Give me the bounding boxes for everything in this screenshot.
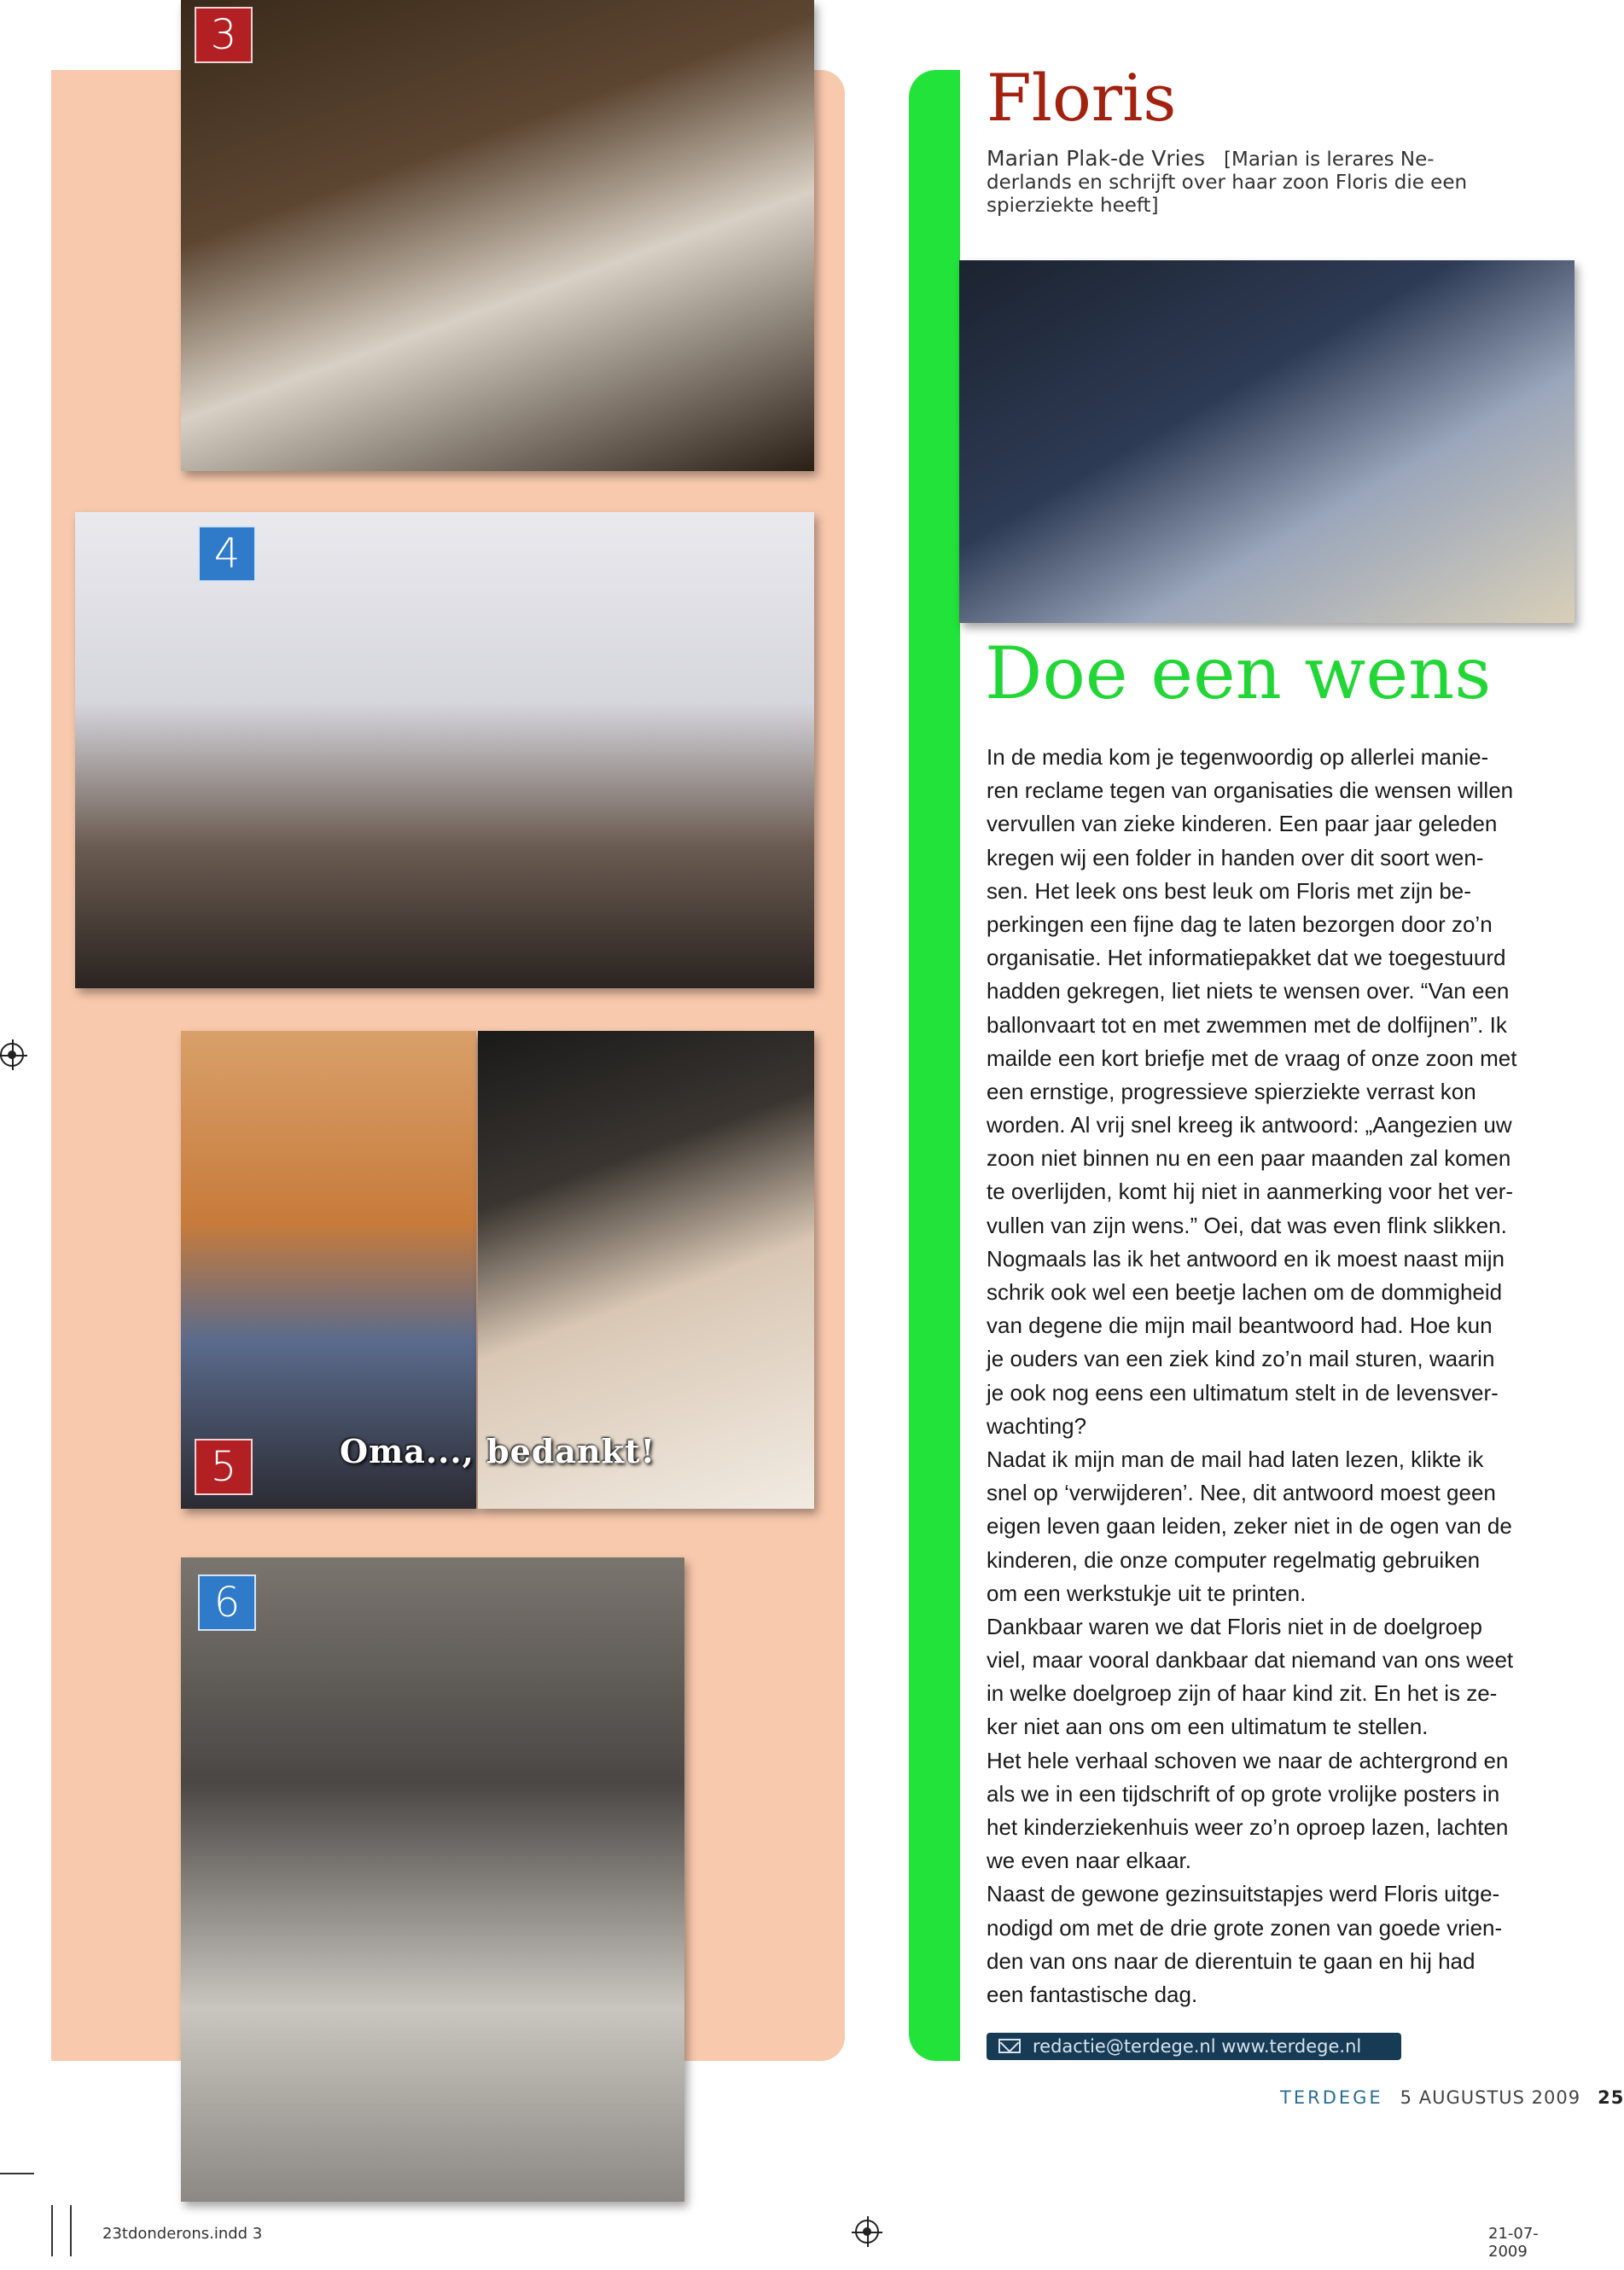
body-line: vullen van zijn wens.” Oei, dat was even flink slikken. <box>987 1212 1507 1238</box>
body-line: zoon niet binnen nu en een paar maanden zal komen <box>987 1145 1511 1172</box>
body-line: vervullen van zieke kinderen. Een paar jaar geleden <box>987 811 1498 837</box>
author-name: Marian Plak-de Vries <box>987 146 1205 171</box>
photo-wedding <box>181 1557 684 2202</box>
body-line: In de media kom je tegenwoordig op allerlei manie- <box>987 744 1489 770</box>
envelope-icon <box>998 2039 1021 2053</box>
photo-number-4: 4 <box>198 526 256 582</box>
body-line: Naast de gewone gezinsuitstapjes werd Floris uitge- <box>987 1881 1500 1907</box>
body-line: hadden gekregen, liet niets te wensen over. “Van een <box>987 978 1510 1004</box>
body-line: organisatie. Het informatiepakket dat we toegestuurd <box>987 945 1506 971</box>
body-line: we even naar elkaar. <box>987 1848 1191 1874</box>
crop-mark <box>0 2173 34 2174</box>
body-line: je ouders van een ziek kind zo’n mail sturen, waarin <box>987 1346 1495 1372</box>
contact-box[interactable] <box>987 2033 1401 2060</box>
body-line: Dankbaar waren we dat Floris niet in de doelgroep <box>987 1613 1483 1639</box>
body-line: kinderen, die onze computer regelmatig gebruiken <box>987 1546 1481 1573</box>
body-line: den van ons naar de dierentuin te gaan en hij had <box>987 1947 1476 1974</box>
registration-mark-icon <box>855 2220 879 2244</box>
body-line: wachting? <box>987 1412 1087 1439</box>
body-line: ren reclame tegen van organisaties die wensen willen <box>987 777 1514 804</box>
body-line: van degene die mijn mail beantwoord had. Hoe kun <box>987 1313 1493 1339</box>
body-line: ker niet aan ons om een ultimatum te stellen. <box>987 1714 1429 1740</box>
photo-couple-dinner <box>181 0 814 471</box>
body-line: een fantastische dag. <box>987 1981 1198 2007</box>
body-line: perkingen een fijne dag te laten bezorgen door zo’n <box>987 911 1493 937</box>
photo-number-6: 6 <box>198 1574 256 1631</box>
body-line: te overlijden, komt hij niet in aanmerking voor het ver- <box>987 1179 1514 1205</box>
photo-number-5: 5 <box>195 1439 253 1495</box>
slug-date: 21-07-2009 <box>1488 2225 1539 2261</box>
magazine-name: TERDEGE <box>1280 2087 1383 2108</box>
body-line: nodigd om met de drie grote zonen van goede vrien- <box>987 1914 1503 1941</box>
crop-mark <box>51 2205 53 2256</box>
page-footer <box>1280 2087 1624 2108</box>
article-title: Floris <box>987 60 1177 136</box>
body-line: Het hele verhaal schoven we naar de achtergrond en <box>987 1747 1509 1773</box>
crop-mark <box>70 2205 72 2256</box>
body-line: eigen leven gaan leiden, zeker niet in de ogen van de <box>987 1513 1512 1540</box>
body-line: schrik ook wel een beetje lachen om de dommigheid <box>987 1279 1503 1305</box>
body-line: om een werkstukje uit te printen. <box>987 1580 1307 1606</box>
body-line: kregen wij een folder in handen over dit soort wen- <box>987 844 1484 870</box>
author-note-line: [Marian is lerares Ne- <box>1224 148 1435 171</box>
author-note-line: derlands en schrijft over haar zoon Floris die een <box>987 172 1468 194</box>
registration-mark-icon <box>0 1043 24 1067</box>
body-line: viel, maar vooral dankbaar dat niemand van ons weet <box>987 1647 1514 1673</box>
body-line: als we in een tijdschrift of op grote vrolijke posters in <box>987 1780 1500 1807</box>
photo-caption: Oma..., bedankt! <box>340 1432 656 1470</box>
page-number: 25 <box>1598 2087 1624 2108</box>
issue-date: 5 AUGUSTUS 2009 <box>1400 2087 1581 2108</box>
body-line: een ernstige, progressieve spierziekte verrast kon <box>987 1078 1476 1104</box>
body-line: in welke doelgroep zijn of haar kind zit. En het is ze- <box>987 1680 1498 1707</box>
slug-filename: 23tdonderons.indd 3 <box>102 2225 263 2243</box>
body-line: ballonvaart tot en met zwemmen met de dolfijnen”. Ik <box>987 1011 1507 1038</box>
body-line: Nadat ik mijn man de mail had laten lezen, klikte ik <box>987 1446 1484 1472</box>
accent-bar <box>909 70 960 2061</box>
body-line: mailde een kort briefje met de vraag of onze zoon met <box>987 1045 1517 1071</box>
photo-floris-with-mother <box>959 260 1575 623</box>
body-line: Nogmaals las ik het antwoord en ik moest naast mijn <box>987 1245 1505 1272</box>
contact-text[interactable]: redactie@terdege.nl www.terdege.nl <box>1033 2036 1362 2057</box>
body-line: snel op ‘verwijderen’. Nee, dit antwoord moest geen <box>987 1480 1496 1506</box>
photo-father-children-reading <box>75 512 814 988</box>
article-headline: Doe een wens <box>985 632 1492 715</box>
body-line: sen. Het leek ons best leuk om Floris met zijn be- <box>987 877 1471 904</box>
photo-number-3: 3 <box>195 7 253 63</box>
body-line: je ook nog eens een ultimatum stelt in de levensver- <box>987 1379 1499 1406</box>
body-line: het kinderziekenhuis weer zo’n oproep lazen, lachten <box>987 1814 1509 1840</box>
article-body <box>987 741 1557 2011</box>
author-note-line: spierziekte heeft] <box>987 195 1159 217</box>
body-line: worden. Al vrij snel kreeg ik antwoord: „Aangezien uw <box>987 1112 1512 1138</box>
byline <box>987 147 1533 218</box>
